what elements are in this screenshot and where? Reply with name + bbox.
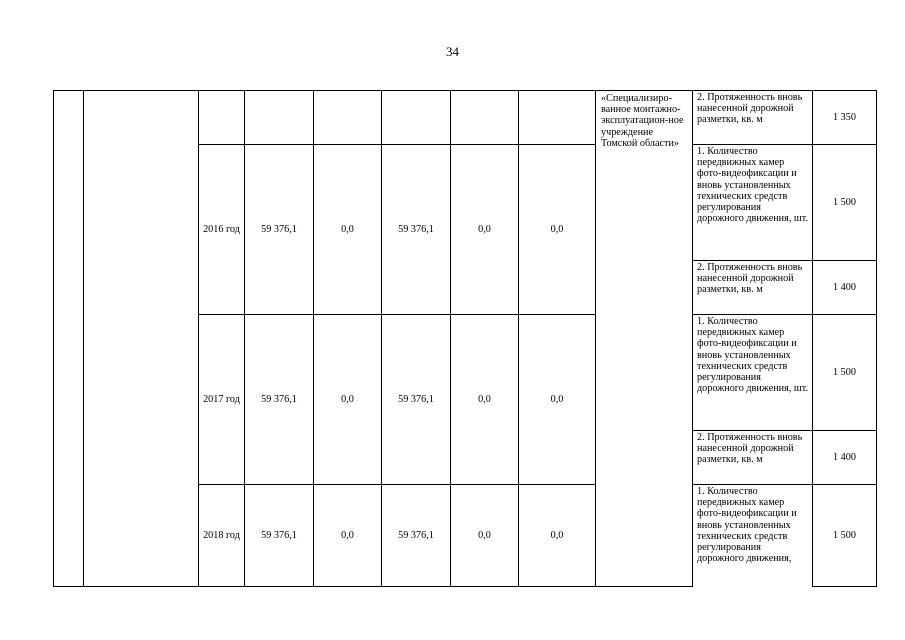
indicator-markings: 2. Протяженность вновь нанесенной дорожной разметки, кв. м bbox=[693, 261, 813, 315]
year-cell bbox=[199, 91, 245, 145]
value-cell: 0,0 bbox=[519, 485, 596, 587]
indicator-markings: 2. Протяженность вновь нанесенной дорожной разметки, кв. м bbox=[693, 91, 813, 145]
indicator-cameras: 1. Количество передвижных камер фото-видеофиксации и вновь установленных технических средств регулирования дорожного движения, шт. bbox=[693, 315, 813, 431]
indicator-value: 1 400 bbox=[813, 431, 877, 485]
value-cell: 59 376,1 bbox=[382, 145, 451, 315]
value-cell: 59 376,1 bbox=[382, 485, 451, 587]
indicator-cameras: 1. Количество передвижных камер фото-видеофиксации и вновь установленных технических средств регулирования дорожного движения, шт. bbox=[693, 145, 813, 261]
value-cell: 0,0 bbox=[519, 315, 596, 485]
total-cell: 59 376,1 bbox=[245, 145, 314, 315]
year-cell: 2017 год bbox=[199, 315, 245, 485]
value-cell: 0,0 bbox=[314, 485, 382, 587]
indicator-value: 1 500 bbox=[813, 485, 877, 587]
value-cell bbox=[314, 91, 382, 145]
total-cell: 59 376,1 bbox=[245, 485, 314, 587]
value-cell: 0,0 bbox=[451, 145, 519, 315]
value-cell bbox=[382, 91, 451, 145]
year-cell: 2016 год bbox=[199, 145, 245, 315]
value-cell bbox=[519, 91, 596, 145]
program-table bbox=[53, 90, 877, 587]
value-cell: 0,0 bbox=[451, 315, 519, 485]
total-cell: 59 376,1 bbox=[245, 315, 314, 485]
indicator-value: 1 350 bbox=[813, 91, 877, 145]
value-cell bbox=[451, 91, 519, 145]
value-cell: 59 376,1 bbox=[382, 315, 451, 485]
table-row bbox=[54, 91, 877, 145]
value-cell: 0,0 bbox=[314, 315, 382, 485]
indicator-cameras: 1. Количество передвижных камер фото-видеофиксации и вновь установленных технических средств регулирования дорожного движения, bbox=[693, 485, 813, 587]
page-number: 34 bbox=[446, 44, 459, 59]
executor-cell: «Специализиро-ванное монтажно-эксплуатацион-ное учреждение Томской области» bbox=[596, 91, 693, 587]
number-cell bbox=[54, 91, 84, 587]
task-name-cell bbox=[84, 91, 199, 587]
year-cell: 2018 год bbox=[199, 485, 245, 587]
value-cell: 0,0 bbox=[451, 485, 519, 587]
value-cell: 0,0 bbox=[519, 145, 596, 315]
total-cell bbox=[245, 91, 314, 145]
indicator-value: 1 500 bbox=[813, 145, 877, 261]
value-cell: 0,0 bbox=[314, 145, 382, 315]
indicator-value: 1 400 bbox=[813, 261, 877, 315]
indicator-markings: 2. Протяженность вновь нанесенной дорожной разметки, кв. м bbox=[693, 431, 813, 485]
indicator-value: 1 500 bbox=[813, 315, 877, 431]
